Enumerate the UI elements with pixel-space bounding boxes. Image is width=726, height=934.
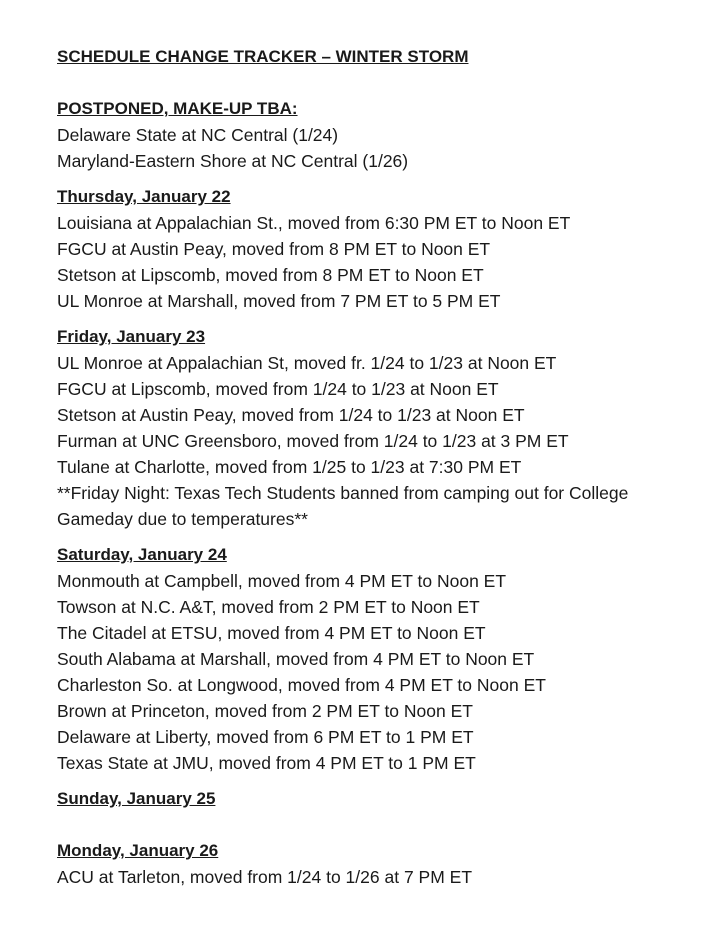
- list-item: Texas State at JMU, moved from 4 PM ET to 1 PM ET: [57, 753, 476, 773]
- list-item: Delaware State at NC Central (1/24): [57, 125, 339, 145]
- list-item: UL Monroe at Appalachian St, moved fr. 1/24 to 1/23 at Noon ET: [57, 353, 557, 373]
- list-item: Maryland-Eastern Shore at NC Central (1/26): [57, 151, 409, 171]
- list-item: Furman at UNC Greensboro, moved from 1/24 to 1/23 at 3 PM ET: [57, 431, 569, 451]
- section-heading-friday: Friday, January 23: [57, 327, 206, 346]
- section-sunday: [57, 786, 697, 838]
- list-item: Delaware at Liberty, moved from 6 PM ET to 1 PM ET: [57, 727, 474, 747]
- document-title: SCHEDULE CHANGE TRACKER – WINTER STORM: [57, 47, 469, 66]
- section-friday: [57, 324, 697, 532]
- list-item: Monmouth at Campbell, moved from 4 PM ET to Noon ET: [57, 571, 507, 591]
- friday-note: **Friday Night: Texas Tech Students banned from camping out for College Gameday due to temperatures**: [57, 483, 629, 529]
- list-item: Charleston So. at Longwood, moved from 4 PM ET to Noon ET: [57, 675, 546, 695]
- list-item: Towson at N.C. A&T, moved from 2 PM ET to Noon ET: [57, 597, 480, 617]
- list-item: Stetson at Lipscomb, moved from 8 PM ET to Noon ET: [57, 265, 484, 285]
- list-item: FGCU at Lipscomb, moved from 1/24 to 1/23 at Noon ET: [57, 379, 499, 399]
- section-heading-monday: Monday, January 26: [57, 841, 219, 860]
- section-heading-postponed: POSTPONED, MAKE-UP TBA:: [57, 99, 298, 118]
- list-item: Brown at Princeton, moved from 2 PM ET to Noon ET: [57, 701, 473, 721]
- sunday-spacer: [57, 812, 697, 838]
- document-body: [57, 44, 697, 900]
- section-saturday: [57, 542, 697, 776]
- section-postponed: [57, 96, 697, 174]
- section-heading-thursday: Thursday, January 22: [57, 187, 231, 206]
- section-heading-saturday: Saturday, January 24: [57, 545, 227, 564]
- list-item: South Alabama at Marshall, moved from 4 PM ET to Noon ET: [57, 649, 535, 669]
- list-item: Tulane at Charlotte, moved from 1/25 to 1/23 at 7:30 PM ET: [57, 457, 522, 477]
- section-monday: [57, 838, 697, 890]
- section-thursday: [57, 184, 697, 314]
- list-item: The Citadel at ETSU, moved from 4 PM ET to Noon ET: [57, 623, 486, 643]
- list-item: Stetson at Austin Peay, moved from 1/24 to 1/23 at Noon ET: [57, 405, 525, 425]
- list-item: ACU at Tarleton, moved from 1/24 to 1/26 at 7 PM ET: [57, 867, 473, 887]
- list-item: UL Monroe at Marshall, moved from 7 PM ET to 5 PM ET: [57, 291, 501, 311]
- section-heading-sunday: Sunday, January 25: [57, 789, 216, 808]
- list-item: Louisiana at Appalachian St., moved from 6:30 PM ET to Noon ET: [57, 213, 571, 233]
- list-item: FGCU at Austin Peay, moved from 8 PM ET to Noon ET: [57, 239, 491, 259]
- title-spacer: [57, 70, 697, 96]
